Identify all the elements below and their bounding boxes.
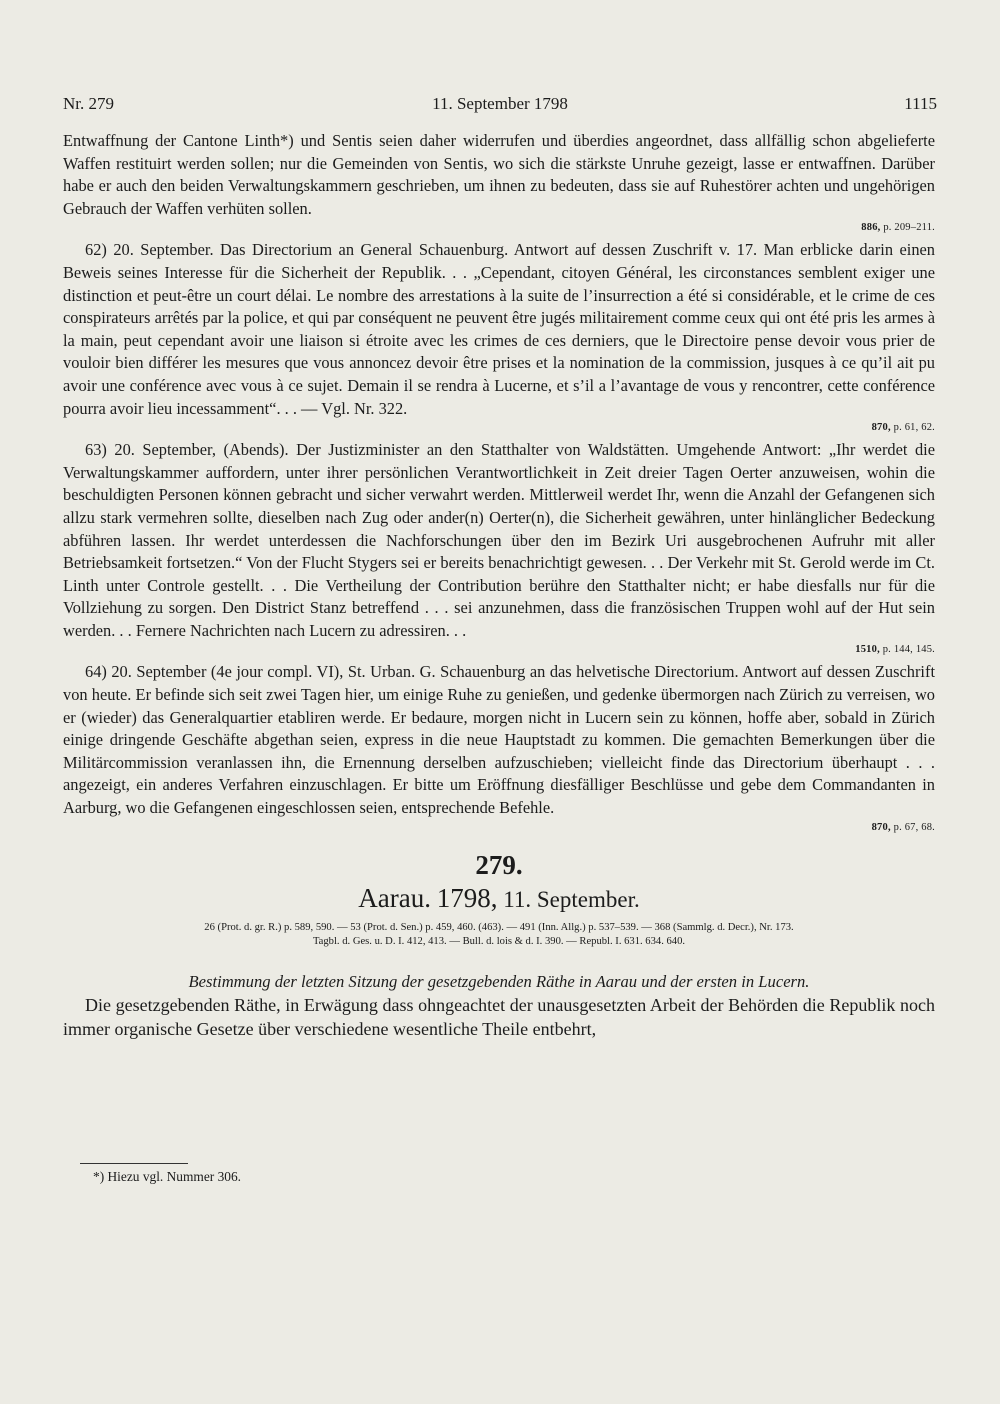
paragraph-continuation: Entwaffnung der Cantone Linth*) und Sentis seien daher widerrufen und überdies angeordnet, dass allfällig schon abgelieferte Waffen restituirt werden sollen; nur die Gemeinden von Sentis, wo sich die stärkste Unruhe gezeigt, lasse er entwaffnen. Darüber habe er auch den beiden Verwaltungskammern geschrieben, um ihnen zu bedeuten, dass sie auf Ruhestörer achten und ungehörigen Gebrauch der Waffen verhüten sollen. [63,131,935,218]
header-document-number: Nr. 279 [63,94,114,113]
footnote-rule [80,1163,188,1164]
document-place-date [63,883,935,915]
ref-bold: 886, [861,222,881,234]
ref-pages: p. 61, 62. [893,422,935,434]
header-date: 11. September 1798 [432,94,568,113]
source-reference [63,221,935,234]
ref-pages: p. 209–211. [883,222,935,234]
footnote: *) Hiezu vgl. Nummer 306. [93,1169,242,1184]
page-header [63,94,937,118]
ref-bold: 870, [871,422,891,434]
source-reference [63,821,935,834]
entry-64: 64) 20. September (4e jour compl. VI), St. Urban. G. Schauenburg an das helvetische Directorium. Antwort auf dessen Zuschrift von heute. Er befinde sich seit zwei Tagen hier, um einige Ruhe zu genießen, und gedenke übermorgen nach Zürich zu verreisen, wo er (wieder) das Generalquartier etabliren werde. Er bedaure, morgen nicht in Lucern sein zu können, hoffe aber, sobald in Zürich einige dringende Geschäfte abgethan seien, express in die neue Hauptstadt zu kommen. Die gemachten Bemerkungen über die Militärcommission veranlassen ihn, die Ernennung derselben aufzuschieben; vielleicht finde das Directorium überhaupt . . . angezeigt, ein anderes Verfahren einzuschlagen. Er bitte um Eröffnung diesfälliger Beschlüsse und gebe dem Commandanten in Aarburg, wo die Gefangenen eingeschlossen seien, entsprechende Befehle. [63,662,935,818]
document-date: 11. September. [503,886,640,912]
sources-line-2: Tagbl. d. Ges. u. D. I. 412, 413. — Bull. d. lois & d. I. 390. — Republ. I. 631. 634. 640. [312,935,686,947]
document-intro: Die gesetzgebenden Räthe, in Erwägung dass ohngeachtet der unausgesetzten Arbeit der Behörden die Republik noch immer organische Gesetze über verschiedene wesentliche Theile entbehrt, [63,994,935,1040]
document-year: 1798, [436,882,498,913]
page-number: 1115 [904,94,937,113]
entry-62: 62) 20. September. Das Directorium an General Schauenburg. Antwort auf dessen Zuschrift v. 17. Man erblicke darin einen Beweis seines Interesse für die Sicherheit der Republik. . . „Cependant, citoyen Général, les circonstances semblent exiger une distinction et peut-être un court délai. Le nombre des arrestations à la suite de l’insurrection a été si considérable, et le crime de ces conspirateurs arrêtés par la police, et qui par conséquent ne peuvent être jugés militairement comme ceux qui ont été pris les armes à la main, peut cependant avoir une liaison si étroite avec les crimes de ces derniers, que le Directoire pense devoir vous prier de vouloir bien différer les mesures que vous annoncez devoir être prises et la nomination de la commission, jusques à ce qu’il ait pu avoir une conférence avec vous à ce sujet. Demain il se rendra à Lucerne, et s’il a l’avantage de vous y rencontrer, cette conférence pourra avoir lieu incessamment“. . . — Vgl. Nr. 322. [63,240,935,418]
archival-sources [63,921,935,949]
ref-pages: p. 67, 68. [893,821,935,833]
ref-pages: p. 144, 145. [882,644,935,656]
document-title: Bestimmung der letzten Sitzung der gesetzgebenden Räthe in Aarau und der ersten in Lucern. [188,971,810,991]
source-reference [63,421,935,434]
document-place: Aarau. [358,882,431,913]
ref-bold: 870, [871,821,891,833]
page-body [63,130,935,1042]
source-reference [63,643,935,656]
document-number: 279. [475,849,523,880]
entry-63: 63) 20. September, (Abends). Der Justizminister an den Statthalter von Waldstätten. Umgehende Antwort: „Ihr werdet die Verwaltungskammer auffordern, unter ihrer persönlichen Verantwortlichkeit in Zeit dreier Tagen Oerter anzuweisen, wohin die beschuldigten Personen können gebracht und sicher verwahrt werden. Mittlerweil werdet Ihr, wenn die Anzahl der Gefangenen sich allzu stark vermehren sollte, dieselben nach Zug oder ander(n) Oerter(n), die Sicherheit gewähren, unter hinlänglicher Bedeckung abführen lassen. Ihr werdet unterdessen die Nachforschungen über den im Bezirk Uri ausgebrochenen Aufruhr mit aller Betriebsamkeit fortsetzen.“ Von der Flucht Stygers sei er bereits benachrichtigt gewesen. . . Der Verkehr mit St. Gerold werde im Ct. Linth unter Controle gestellt. . . Die Vertheilung der Contribution berühre den Statthalter nicht; er habe diesfalls nur für die Vollziehung zu sorgen. Den District Stanz betreffend . . . sei anzunehmen, dass die französischen Truppen wohl auf der Hut sein werden. . . Fernere Nachrichten nach Lucern zu adressiren. . . [63,440,935,640]
sources-line-1: 26 (Prot. d. gr. R.) p. 589, 590. — 53 (Prot. d. Sen.) p. 459, 460. (463). — 491 (Inn. Allg.) p. 537–539. — 368 (Sammlg. d. Decr.), Nr. 173. [204,921,794,933]
ref-bold: 1510, [855,644,880,656]
